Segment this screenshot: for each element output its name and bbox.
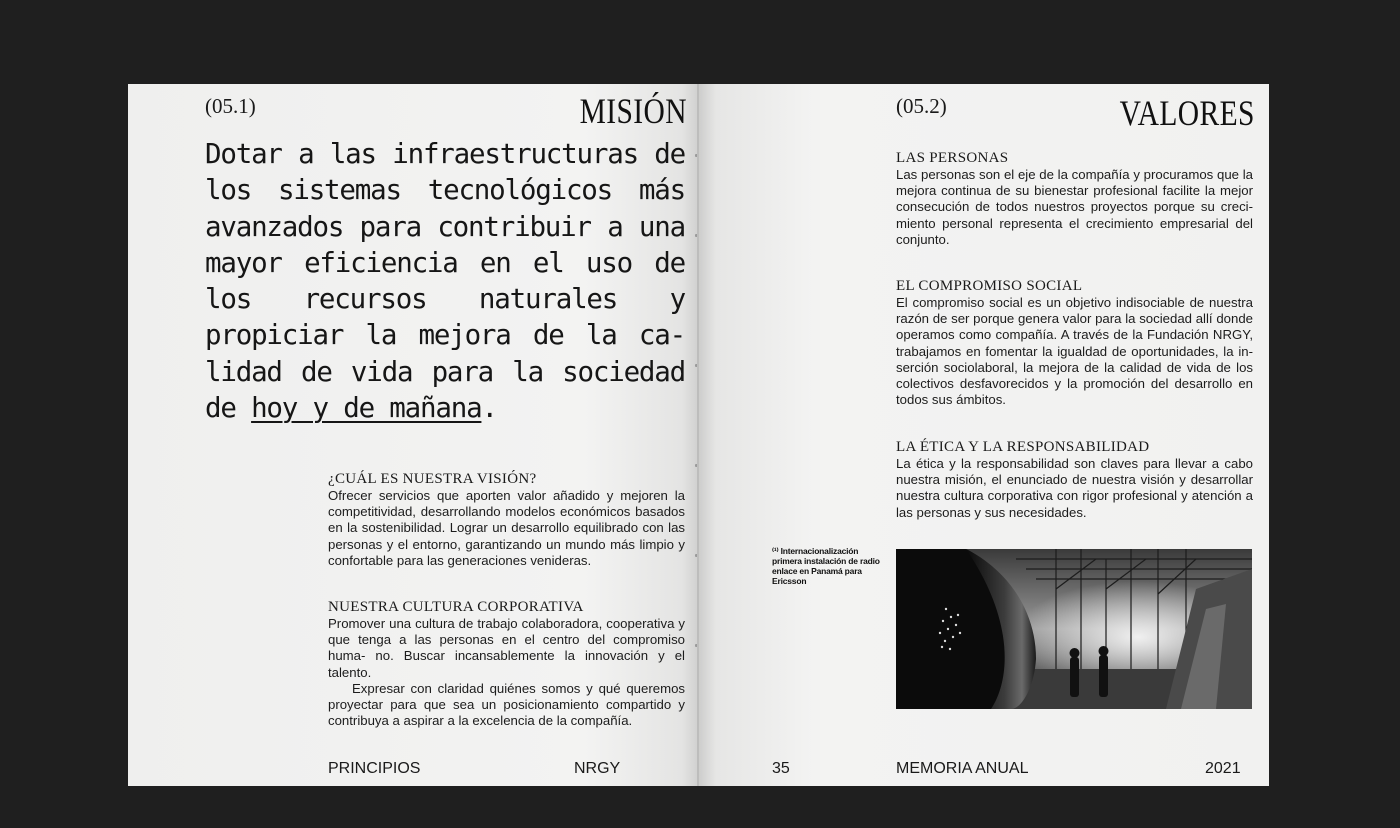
- footer-publication: MEMORIA ANUAL: [896, 760, 1029, 777]
- page-number: 35: [772, 760, 790, 777]
- culture-block: [328, 598, 685, 729]
- section-title: MISIÓN: [579, 91, 687, 131]
- value-heading: LA ÉTICA Y LA RESPONSABILIDAD: [896, 439, 1150, 455]
- culture-body: Promover una cultura de trabajo colaboradora, cooperativa y que tenga a las personas en el centro del compromiso huma- no. Buscar incansablemente la innovación y el talento.: [328, 616, 685, 680]
- value-body: Las personas son el eje de la compañía y procuramos que la mejora continua de su bienestar profesional facilite la mejor consecución de todos nuestros proyectos porque su creci- miento personal representa el crecimiento empresarial del conjunto.: [896, 167, 1253, 247]
- right-page: [699, 84, 1269, 786]
- vision-body: Ofrecer servicios que aporten valor añadido y mejoren la competitividad, desarrollando modelos económicos basados en la sostenibilidad. Lograr un desarrollo equilibrado con las personas y el entorno, garantizando un mundo más limpio y confortable para las generaciones venideras.: [328, 488, 685, 568]
- section-number: (05.2): [896, 94, 947, 118]
- vision-block: [328, 470, 685, 569]
- value-heading: LAS PERSONAS: [896, 150, 1009, 166]
- mission-statement: [205, 136, 685, 426]
- factory-illustration: [896, 549, 1252, 709]
- culture-body-continued: Expresar con claridad quiénes somos y qué queremos proyectar para que sea un posicionamiento compartido y contribuya a aspirar a la excelencia de la compañía.: [328, 680, 685, 729]
- vision-heading: ¿CUÁL ES NUESTRA VISIÓN?: [328, 471, 537, 487]
- footer-section-label: PRINCIPIOS: [328, 760, 421, 777]
- value-block: [896, 149, 1253, 248]
- value-block: [896, 438, 1253, 521]
- magazine-spread: [128, 84, 1269, 786]
- section-title: VALORES: [1119, 93, 1255, 133]
- section-number: (05.1): [205, 94, 256, 118]
- footer-year: 2021: [1205, 760, 1241, 777]
- culture-heading: NUESTRA CULTURA CORPORATIVA: [328, 599, 584, 615]
- value-block: [896, 277, 1253, 408]
- left-page: [128, 84, 699, 786]
- photo-caption: ⁽¹⁾ Internacionalización primera instalación de radio enlace en Panamá para Ericsson: [772, 546, 880, 586]
- mission-underlined-text: hoy y de mañana: [251, 392, 482, 425]
- value-body: La ética y la responsabilidad son claves para llevar a cabo nuestra misión, el enunciado de nuestra visión y desarrollar nuestra cultura corporativa con rigor profesional y atención a las personas y sus necesidades.: [896, 456, 1253, 520]
- value-body: El compromiso social es un objetivo indisociable de nuestra razón de ser porque genera valor para la sociedad allí donde operamos como compañía. A través de la Fundación NRGY, trabajamos en fomentar la igualdad de oportunidades, la in- serción sociolaboral, la mejora de la calidad de vida de los colectivos desfavorecidos y la promoción del desarrollo en todos sus ámbitos.: [896, 295, 1253, 408]
- footer-brand: NRGY: [574, 760, 621, 777]
- mission-text-end: .: [481, 392, 497, 425]
- factory-photo: [896, 549, 1252, 709]
- mission-text: Dotar a las infraestructuras de los sistemas tecnológicos más avanzados para contribuir a una mayor eficiencia en el uso de los recursos naturales y propiciar la mejora de la ca- lidad de vida para la sociedad de: [205, 138, 685, 425]
- value-heading: EL COMPROMISO SOCIAL: [896, 278, 1083, 294]
